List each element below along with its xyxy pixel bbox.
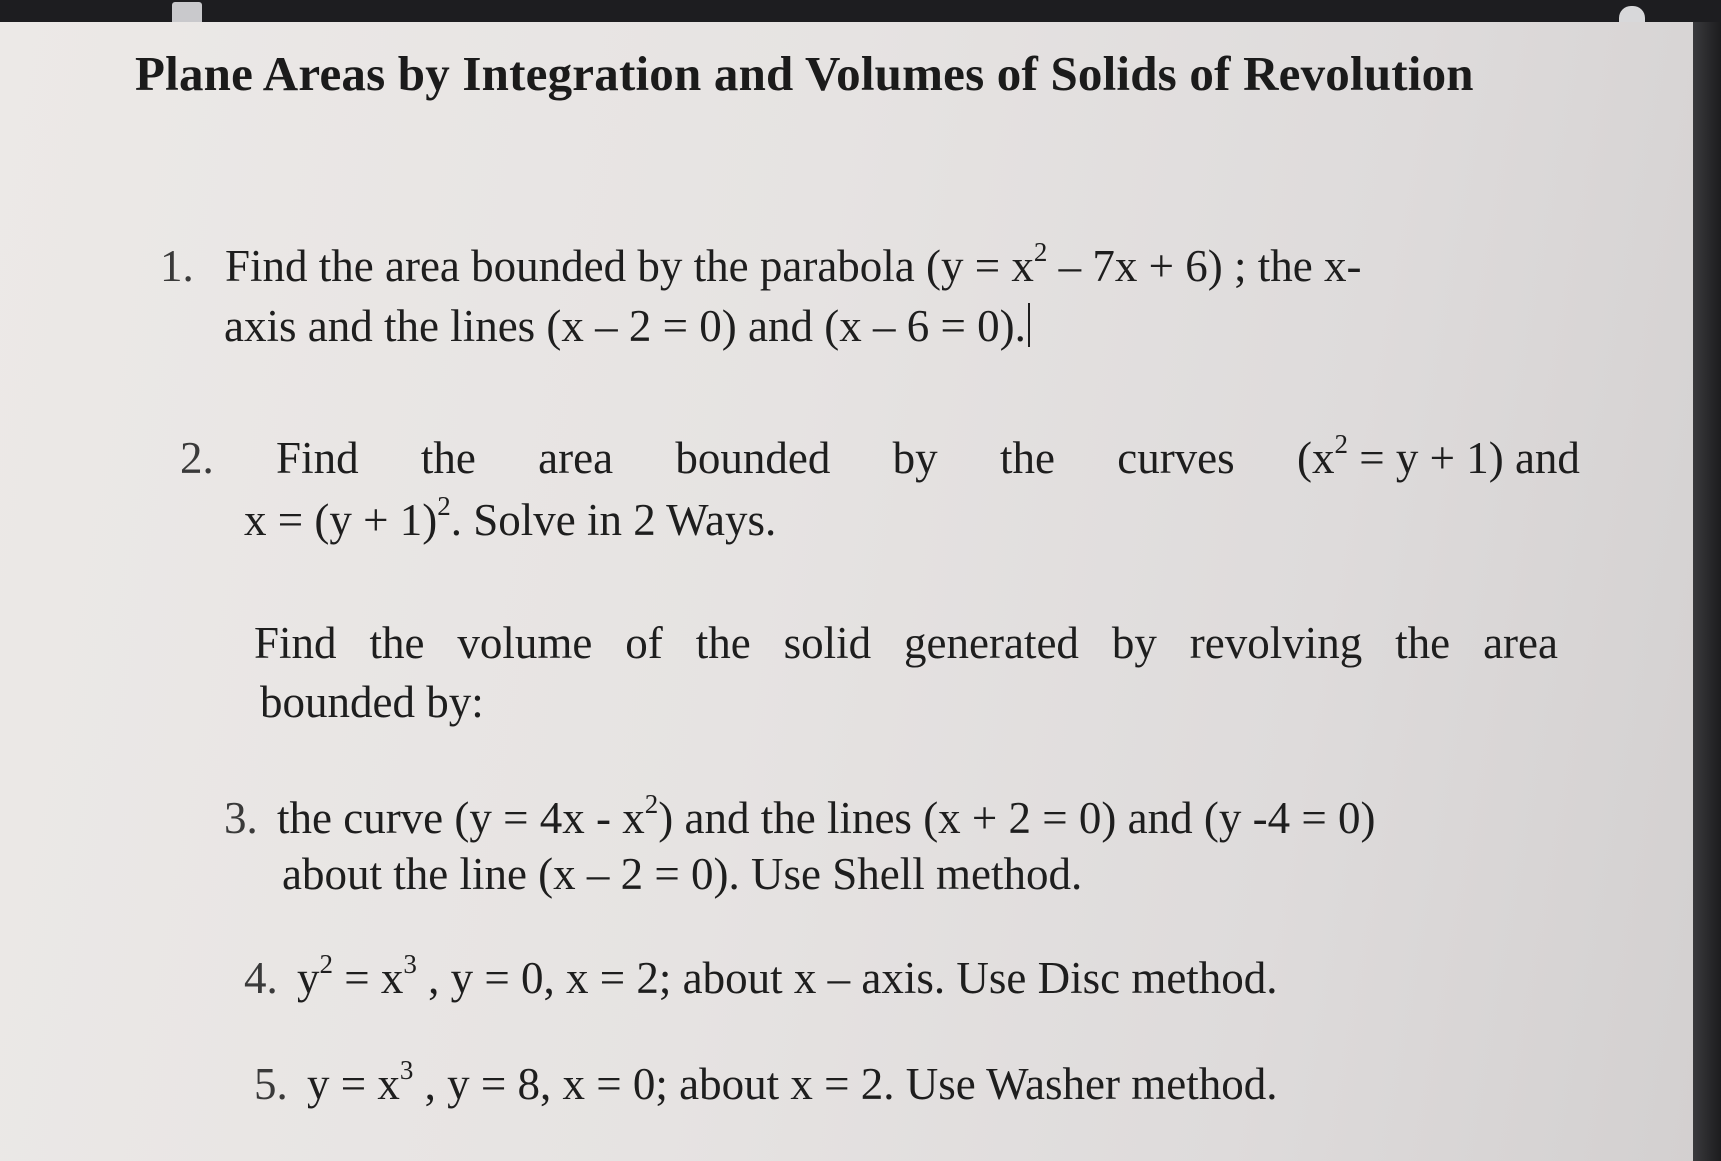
problem-1-line-1 [160, 236, 1362, 292]
page-title: Plane Areas by Integration and Volumes of Solids of Revolution [135, 46, 1474, 101]
problem-2-word: the [420, 433, 476, 483]
problem-1-line-2 [224, 300, 1030, 352]
problem-2-word: by [892, 433, 938, 483]
problem-3-exponent: 2 [644, 788, 659, 819]
volume-intro-word: by [1111, 618, 1157, 668]
text-cursor [1028, 303, 1030, 347]
volume-intro-word: the [369, 618, 425, 668]
problem-1-number: 1. [160, 241, 194, 291]
problem-1-text-a: Find the area bounded by the parabola (y = x [225, 241, 1034, 291]
problem-2-line-2 [244, 490, 777, 546]
problem-5-line [254, 1054, 1278, 1110]
problem-3-text-b: ) and the lines (x + 2 = 0) and (y -4 = 0) [658, 793, 1376, 843]
problem-3-line-1 [224, 788, 1376, 844]
problem-1-exponent: 2 [1033, 236, 1048, 267]
problem-1-text-c: axis and the lines (x – 2 = 0) and (x – 6 = 0). [224, 301, 1026, 351]
problem-4-number: 4. [244, 953, 278, 1003]
volume-intro-word: area [1483, 618, 1558, 668]
problem-5-number: 5. [254, 1059, 288, 1109]
volume-intro-word: the [695, 618, 751, 668]
problem-4-exponent-1: 2 [319, 948, 333, 979]
problem-2-eq-a: (x [1296, 433, 1335, 483]
problem-4-text-a: y [297, 953, 320, 1003]
problem-2-line-1 [180, 428, 1580, 484]
problem-2-number: 2. [180, 433, 214, 483]
problem-2-word: Find [276, 433, 359, 483]
problem-3-text-a: the curve (y = 4x - x [277, 793, 645, 843]
problem-2-equation [1296, 428, 1580, 484]
problem-5-text-b: , y = 8, x = 0; about x = 2. Use Washer method. [413, 1059, 1278, 1109]
volume-intro-word: of [625, 618, 663, 668]
volume-intro-word: Find [254, 618, 337, 668]
problem-3-line-2 [282, 848, 1082, 900]
problem-4-exponent-2: 3 [403, 948, 417, 979]
problem-3-number: 3. [224, 793, 258, 843]
problem-2-text-a: x = (y + 1) [244, 495, 438, 545]
problem-3-text-c: about the line (x – 2 = 0). Use Shell method. [282, 849, 1083, 899]
volume-intro-word: solid [783, 618, 872, 668]
problem-5-exponent: 3 [399, 1054, 414, 1085]
volume-intro-word: the [1395, 618, 1451, 668]
volume-intro-word: volume [457, 618, 593, 668]
problem-4-text-b: = x [333, 953, 404, 1003]
problem-2-word: the [999, 433, 1055, 483]
volume-intro-word: generated [904, 618, 1079, 668]
volume-intro-line-2 [260, 676, 484, 728]
problem-2-word: area [538, 433, 614, 483]
problem-1-text-b: – 7x + 6) ; the x- [1047, 241, 1362, 291]
monitor-top-bezel [0, 0, 1721, 24]
volume-intro-line-1 [254, 617, 1558, 669]
volume-intro-text: bounded by: [260, 677, 484, 727]
problem-4-line [244, 948, 1278, 1004]
problem-2-word: curves [1117, 433, 1235, 483]
problem-2-eq-b: = y + 1) and [1347, 433, 1580, 483]
monitor-right-bezel [1693, 22, 1721, 1161]
problem-5-text-a: y = x [307, 1059, 400, 1109]
problem-2-exponent: 2 [1334, 428, 1348, 459]
problem-2-word: bounded [675, 433, 831, 483]
volume-intro-word: revolving [1189, 618, 1363, 668]
problem-2-line-2-exponent: 2 [437, 490, 451, 521]
problem-2-text-b: . Solve in 2 Ways. [450, 495, 777, 545]
problem-4-text-c: , y = 0, x = 2; about x – axis. Use Disc method. [416, 953, 1278, 1003]
